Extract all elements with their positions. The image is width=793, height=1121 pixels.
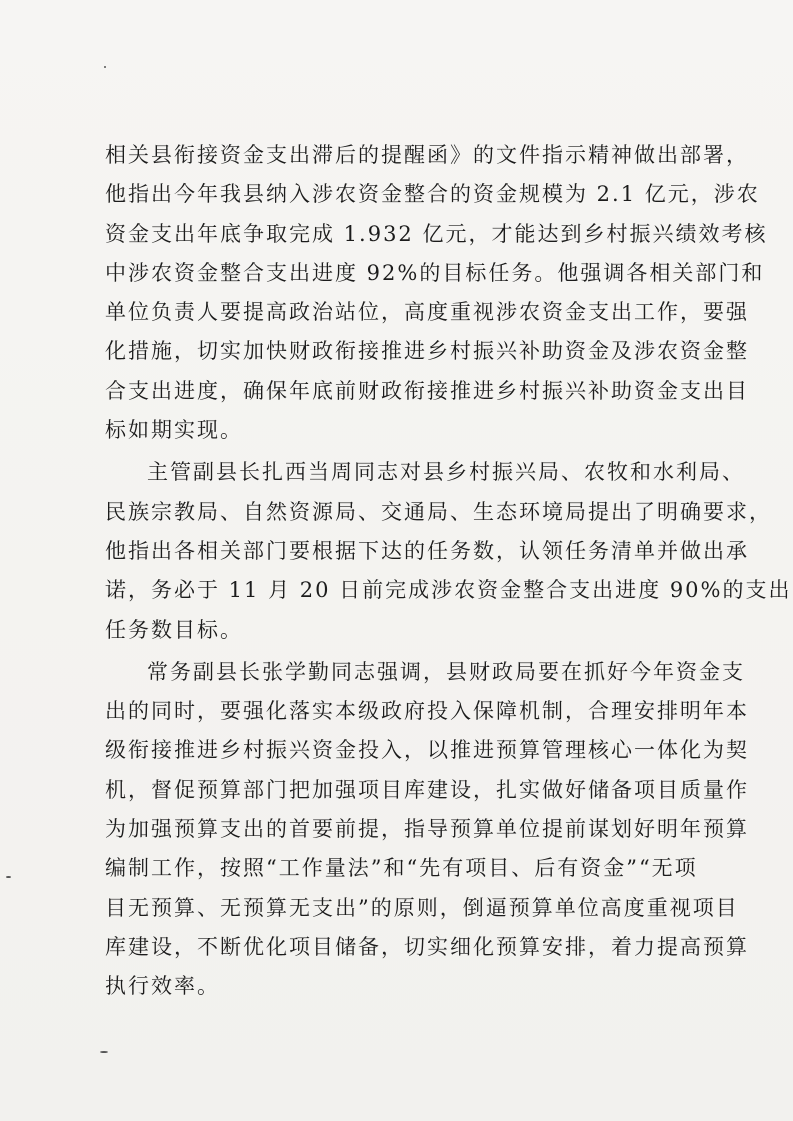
text-line: 合支出进度，确保年底前财政衔接推进乡村振兴补助资金支出目 — [105, 378, 749, 403]
text-line: 常务副县长张学勤同志强调，县财政局要在抓好今年资金支 — [147, 659, 745, 684]
text-line: 库建设，不断优化项目储备，切实细化预算安排，着力提高预算 — [105, 934, 749, 959]
text-line: 中涉农资金整合支出进度 92%的目标任务。他强调各相关部门和 — [105, 260, 765, 285]
text-line: 资金支出年底争取完成 1.932 亿元，才能达到乡村振兴绩效考核 — [105, 221, 768, 246]
paragraph-1 — [105, 136, 768, 450]
text-line: 目无预算、无预算无支出”的原则，倒逼预算单位高度重视项目 — [105, 895, 739, 920]
text-line: 诺，务必于 11 月 20 日前完成涉农资金整合支出进度 90%的支出 — [105, 578, 792, 603]
scan-speck — [100, 1051, 108, 1053]
scan-speck — [104, 66, 106, 68]
scan-speck — [6, 876, 11, 878]
text-line: 级衔接推进乡村振兴资金投入，以推进预算管理核心一体化为契 — [105, 738, 749, 763]
text-line: 他指出各相关部门要根据下达的任务数，认领任务清单并做出承 — [105, 538, 749, 563]
text-line: 他指出今年我县纳入涉农资金整合的资金规模为 2.1 亿元，涉农 — [105, 182, 760, 207]
text-line: 主管副县长扎西当周同志对县乡村振兴局、农牧和水利局、 — [147, 460, 745, 485]
text-line: 机，督促预算部门把加强项目库建设，扎实做好储备项目质量作 — [105, 777, 749, 802]
text-line: 任务数目标。 — [105, 617, 243, 642]
text-line: 标如期实现。 — [105, 418, 243, 443]
document-body — [105, 136, 792, 1007]
paragraph-2 — [105, 453, 792, 649]
text-line: 编制工作，按照“工作量法”和“先有项目、后有资金”“无项 — [105, 856, 698, 881]
text-line: 民族宗教局、自然资源局、交通局、生态环境局提出了明确要求， — [105, 499, 772, 524]
text-line: 执行效率。 — [105, 974, 220, 999]
text-line: 化措施，切实加快财政衔接推进乡村振兴补助资金及涉农资金整 — [105, 339, 749, 364]
text-line: 为加强预算支出的首要前提，指导预算单位提前谋划好明年预算 — [105, 817, 749, 842]
text-line: 单位负责人要提高政治站位，高度重视涉农资金支出工作，要强 — [105, 300, 749, 325]
text-line: 出的同时，要强化落实本级政府投入保障机制，合理安排明年本 — [105, 699, 749, 724]
text-line: 相关县衔接资金支出滞后的提醒函》的文件指示精神做出部署， — [105, 143, 749, 167]
paragraph-3 — [105, 653, 749, 1007]
